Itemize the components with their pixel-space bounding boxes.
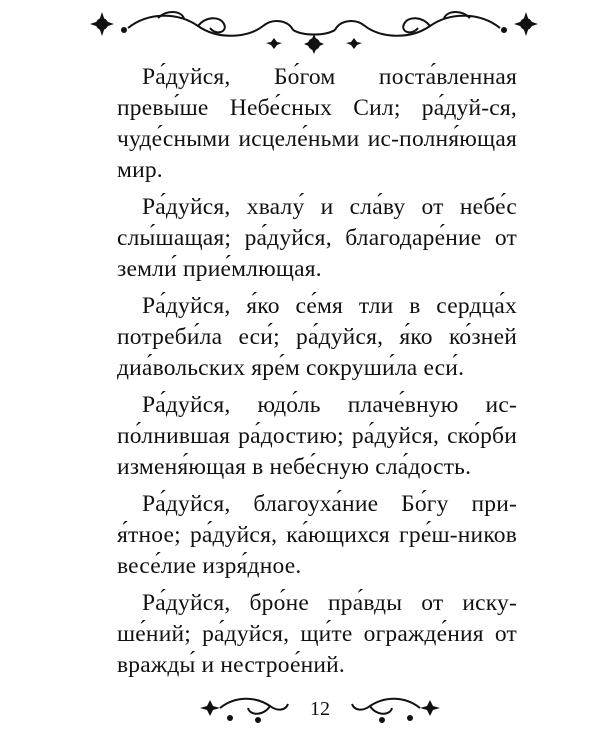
prayer-paragraph: Ра́дуйся, благоуха́ние Бо́гу при-я́тное; ра́дуйся, ка́ющихся гре́ш-ников весе́лие изря́дное. (117, 491, 517, 579)
prayer-text-block (117, 62, 517, 687)
prayer-paragraph: Ра́дуйся, Бо́гом поста́вленная превы́ше Небе́сных Сил; ра́дуй-ся, чуде́сными исцеле́ньми ис-полня́ющая мир. (117, 64, 517, 183)
prayer-paragraph: Ра́дуйся, бро́не пра́вды от иску-ше́ний; ра́дуйся, щи́те огражде́ния от вражды́ и нестрое́ний. (117, 590, 517, 678)
page-number: 12 (310, 698, 330, 720)
prayer-paragraph: Ра́дуйся, я́ко се́мя тли в сердца́х потреби́ла еси́; ра́дуйся, я́ко ко́зней диа́вольских яре́м сокруши́ла еси́. (117, 293, 517, 381)
prayer-paragraph: Ра́дуйся, юдо́ль плаче́вную ис-по́лнившая ра́достию; ра́дуйся, ско́рби изменя́ющая в небе́сную сла́дость. (117, 392, 517, 480)
top-floral-ornament-icon (88, 8, 540, 56)
page-footer (200, 690, 440, 730)
prayer-paragraph: Ра́дуйся, хвалу́ и сла́ву от небе́с слы́шащая; ра́дуйся, благодаре́ние от земли́ прие́млющая. (117, 194, 517, 282)
footer-left-ornament-icon (200, 690, 290, 726)
footer-right-ornament-icon (350, 690, 440, 726)
